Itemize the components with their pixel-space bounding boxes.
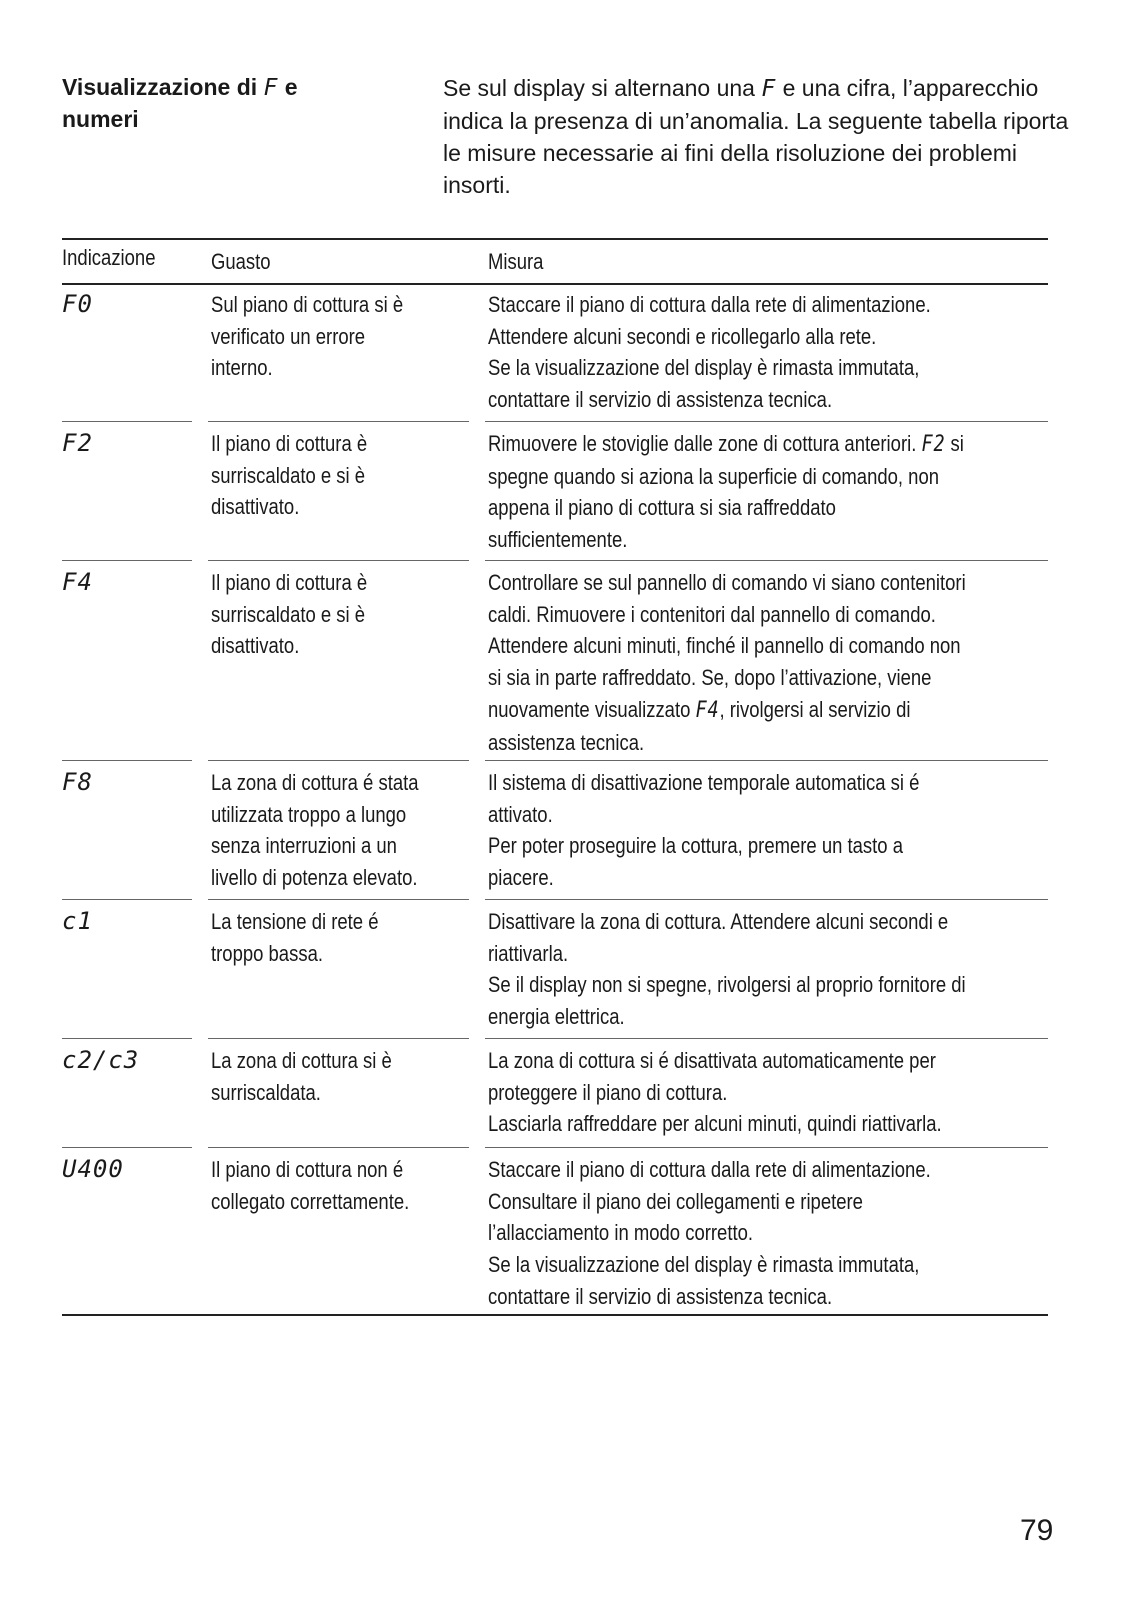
heading-text: Visualizzazione di [62,74,264,100]
row-code-c1: c1 [62,907,93,935]
row-misura-c2-c3: La zona di cottura si é disattivata automaticamente per proteggere il piano di cottura. Lasciarla raffreddare per alcuni minuti, quindi riattivarla. [488,1048,942,1137]
row-divider [485,421,1048,422]
intro-text-1: Se sul display si alternano una [443,75,762,101]
row-misura-f0: Staccare il piano di cottura dalla rete di alimentazione. Attendere alcuni secondi e ricollegarlo alla rete. Se la visualizzazione del display è rimasta immutata, contattare il servizio di assistenza tecnica. [488,292,931,413]
heading-f-symbol: F [263,75,279,101]
row-divider [485,760,1048,761]
row-divider [208,1147,469,1148]
misura-inline-code: F4 [695,697,720,723]
row-divider [208,899,469,900]
misura-text: Rimuovere le stoviglie dalle zone di cottura anteriori. [488,431,922,456]
row-divider [208,421,469,422]
header-misura: Misura [488,249,544,274]
row-code-c2-c3: c2/c3 [62,1046,140,1074]
row-divider [62,899,192,900]
row-divider [62,1147,192,1148]
heading-line2: numeri [62,106,139,132]
row-guasto-c2-c3: La zona di cottura si è surriscaldata. [211,1048,392,1105]
row-divider [485,1147,1048,1148]
row-divider [485,1038,1048,1039]
row-divider [208,560,469,561]
table-header-rule [62,283,1048,285]
misura-inline-code: F2 [921,432,946,457]
row-guasto-f4: Il piano di cottura è surriscaldato e si è disattivato. [211,570,368,659]
row-misura-f8: Il sistema di disattivazione temporale automatica si é attivato. Per poter proseguire la cottura, premere un tasto a piacere. [488,770,920,891]
misura-text: si spegne quando si aziona la superficie di comando, non appena il piano di cottura si sia raffreddato sufficientemente. [488,431,964,553]
row-divider [485,560,1048,561]
row-code-f0: F0 [62,290,93,318]
row-guasto-f8: La zona di cottura é stata utilizzata troppo a lungo senza interruzioni a un livello di potenza elevato. [211,770,419,891]
row-code-u400: U400 [62,1155,124,1183]
row-code-f2: F2 [62,429,93,457]
row-guasto-c1: La tensione di rete é troppo bassa. [211,909,379,966]
section-heading [62,72,392,135]
misura-text: Controllare se sul pannello di comando vi siano contenitori caldi. Rimuovere i contenitori dal pannello di comando. Attendere alcuni minuti, finché il pannello di comando non si sia in parte raffreddato. Se, dopo l’attivazione, viene nuovamente visualizzato [488,570,966,722]
intro-text-2: e una cifra, l’apparecchio indica la presenza di un’anomalia. La seguente tabella riporta le misure necessarie ai fini della risoluzione dei problemi insorti. [443,75,1069,198]
row-divider [208,760,469,761]
row-divider [62,760,192,761]
row-misura-f2 [488,428,964,556]
row-divider [62,1038,192,1039]
row-guasto-u400: Il piano di cottura non é collegato correttamente. [211,1157,410,1214]
row-guasto-f0: Sul piano di cottura si è verificato un errore interno. [211,292,404,381]
row-divider [485,899,1048,900]
heading-text-after: e [278,74,298,100]
row-misura-u400: Staccare il piano di cottura dalla rete di alimentazione. Consultare il piano dei collegamenti e ripetere l’allacciamento in modo corretto. Se la visualizzazione del display è rimasta immutata, contattare il servizio di assistenza tecnica. [488,1157,931,1309]
table-top-rule [62,238,1048,240]
row-divider [62,560,192,561]
row-divider [62,421,192,422]
table-bottom-rule [62,1314,1048,1316]
row-misura-c1: Disattivare la zona di cottura. Attendere alcuni secondi e riattivarla. Se il display non si spegne, rivolgersi al proprio fornitore di energia elettrica. [488,909,966,1030]
intro-paragraph [443,72,1083,201]
row-divider [208,1038,469,1039]
row-guasto-f2: Il piano di cottura è surriscaldato e si è disattivato. [211,431,368,520]
header-indicazione: Indicazione [62,245,156,270]
row-code-f4: F4 [62,568,93,596]
header-guasto: Guasto [211,249,271,274]
row-code-f8: F8 [62,768,93,796]
row-misura-f4 [488,567,966,758]
misura-text: , rivolgersi al servizio di assistenza tecnica. [488,696,911,755]
intro-f-symbol: F [761,76,777,102]
page-number: 79 [1020,1514,1054,1547]
